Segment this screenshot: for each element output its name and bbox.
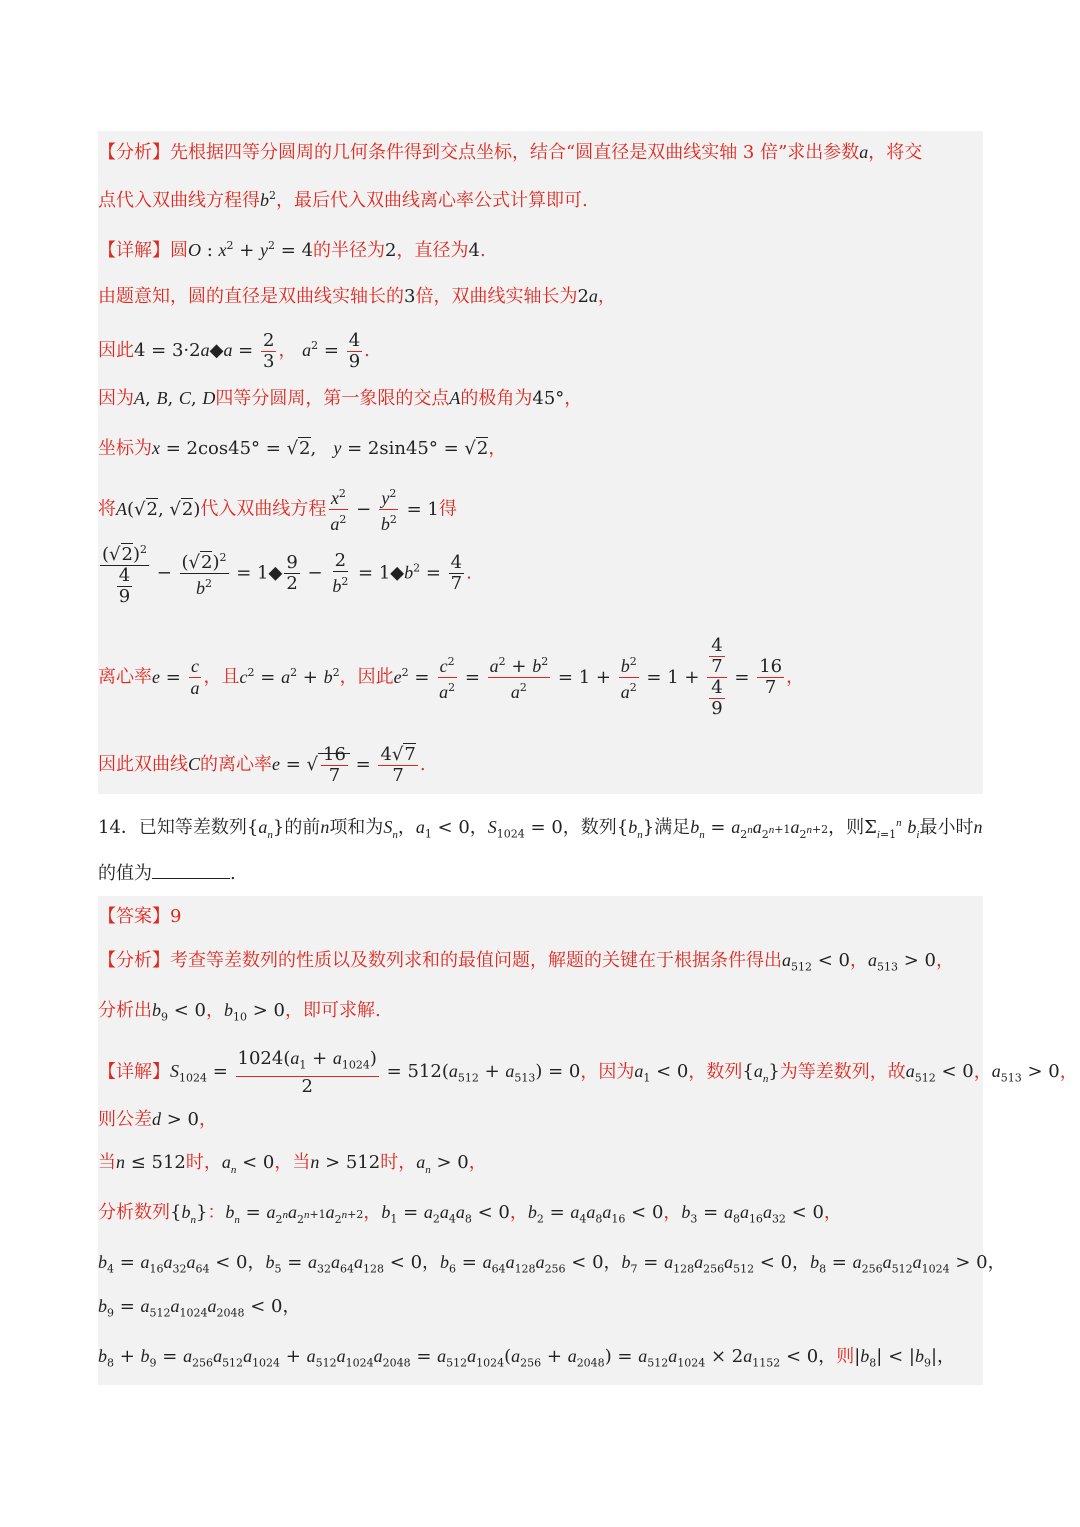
analysis-tag: 【分析】: [98, 142, 170, 163]
q13-detail-line-4: 因为A, B, C, D四等分圆周，第一象限的交点A的极角为45°，: [98, 388, 583, 409]
answer-blank: [152, 862, 230, 879]
detail-tag: 【详解】: [98, 240, 170, 261]
q14-detail-line-4: 分析数列$\{b_n\}$：$b_n = a_{2^n}a_{2^{n+1}}a_{2^{n+2}}$，$b_1 = a_2a_4a_8 < 0$，$b_2 = a_4a_8a_{16} < 0$，$b_3 = a_8a_{16}a_{32} < 0$，: [98, 1202, 842, 1226]
q13-detail-line-9: 因此双曲线C的离心率e = √ $\frac{16}{7}$ = $\frac{4√7}{7}$ .: [98, 743, 426, 786]
q14-answer-line: [98, 905, 983, 929]
q14-analysis-line-1: 【分析】考查等差数列的性质以及数列求和的最值问题，解题的关键在于根据条件得出$a_{512} < 0$，$a_{513} > 0$，: [98, 950, 954, 974]
q14-detail-line-3: 当n ≤ 512时，$a_n < 0$，当n > 512时，$a_n > 0$，: [98, 1152, 487, 1176]
q13-detail-line-1: 【详解】圆O : $x^2 + y^2 = 4$的半径为2，直径为4.: [98, 239, 486, 261]
q13-detail-line-5: 坐标为x = 2cos45° = √2, y = 2sin45° = √2，: [98, 438, 507, 459]
q13-analysis-line-1: 【分析】先根据四等分圆周的几何条件得到交点坐标，结合“圆直径是双曲线实轴 3 倍”求出参数a，将交: [98, 142, 923, 163]
q14-stem-line-2: 的值为 .: [98, 863, 236, 884]
q13-analysis-line-2: 点代入双曲线方程得$b^2$，最后代入双曲线离心率公式计算即可.: [98, 189, 588, 211]
answer-tag: 【答案】: [98, 906, 170, 927]
q13-detail-line-6: 将A(√2, √2)代入双曲线方程 $\frac{x^2}{a^2}$ − $\frac{y^2}{b^2}$ = 1得: [98, 484, 983, 535]
q13-detail-line-8: 离心率e = $\frac{c}{a}$ ，且$c^2 = a^2 + b^2$，因此$e^2$ = $\frac{c^2}{a^2}$ = $\frac{a^2 + b^2}{a^2}$ = 1 + $\frac{b^2}{a^2}$ = 1 + $\frac{\frac{4}{7}}{\frac{4}{9}}$ = $\frac{16}{7}$ ，: [98, 635, 805, 719]
question-number: 14．: [98, 817, 139, 838]
q14-detail-line-6: $b_9 = a_{512}a_{1024}a_{2048} < 0$，: [98, 1296, 301, 1320]
q14-detail-line-2: 则公差d > 0，: [98, 1109, 217, 1130]
analysis-tag: 【分析】: [98, 950, 170, 971]
q13-detail-line-7: $\frac{(√2)^2}{\frac{4}{9}}$ − $\frac{(√2)^2}{b^2}$ = 1◆ $\frac{9}{2}$ − $\frac{2}{b^2}$ = $1◆b^2$ = $\frac{4}{7}$ .: [98, 540, 983, 607]
q14-detail-line-5: $b_4 = a_{16}a_{32}a_{64} < 0$，$b_5 = a_{32}a_{64}a_{128} < 0$，$b_6 = a_{64}a_{128}a_{256} < 0$，$b_7 = a_{128}a_{256}a_{512} < 0$，$b_8 = a_{256}a_{512}a_{1024} > 0$，: [98, 1252, 1006, 1276]
q14-detail-line-7: $b_8 + b_9 = a_{256}a_{512}a_{1024} + a_{512}a_{1024}a_{2048} = a_{512}a_{1024}(a_{256} + a_{2048}) = a_{512}a_{1024} \times 2a_{1152} < 0$，则$|b_8| < |b_9|$，: [98, 1346, 956, 1370]
q13-detail-line-3: 因此4 = 3·2a◆a = $\frac{2}{3}$ ， $a^2$ = $\frac{4}{9}$ .: [98, 329, 370, 372]
q14-analysis-line-2: 分析出$b_9 < 0$，$b_{10} > 0$，即可求解.: [98, 1000, 381, 1024]
q14-stem-line-1: 14．已知等差数列$\{a_n\}$的前n项和为$S_n$，$a_1 < 0$，$S_{1024} = 0$，数列$\{b_n\}$满足$b_n = a_{2^n}a_{2^{n+1}}a_{2^{n+2}}$，则$\Sigma_{i=1}^n$ $b_i$最小时n: [98, 817, 983, 841]
detail-tag: 【详解】: [98, 1061, 170, 1083]
answer-value: 9: [170, 906, 182, 927]
q14-detail-line-1: 【详解】$S_{1024}$ = $\frac{1024(a_1 + a_{1024})}{2}$ = $512(a_{512} + a_{513}) = 0$，因为$a_1 < 0$，数列$\{a_n\}$为等差数列，故$a_{512} < 0$，$a_{513} > 0$，: [98, 1048, 1078, 1097]
q13-detail-line-2: 由题意知，圆的直径是双曲线实轴长的3倍，双曲线实轴长为2a，: [98, 286, 616, 307]
